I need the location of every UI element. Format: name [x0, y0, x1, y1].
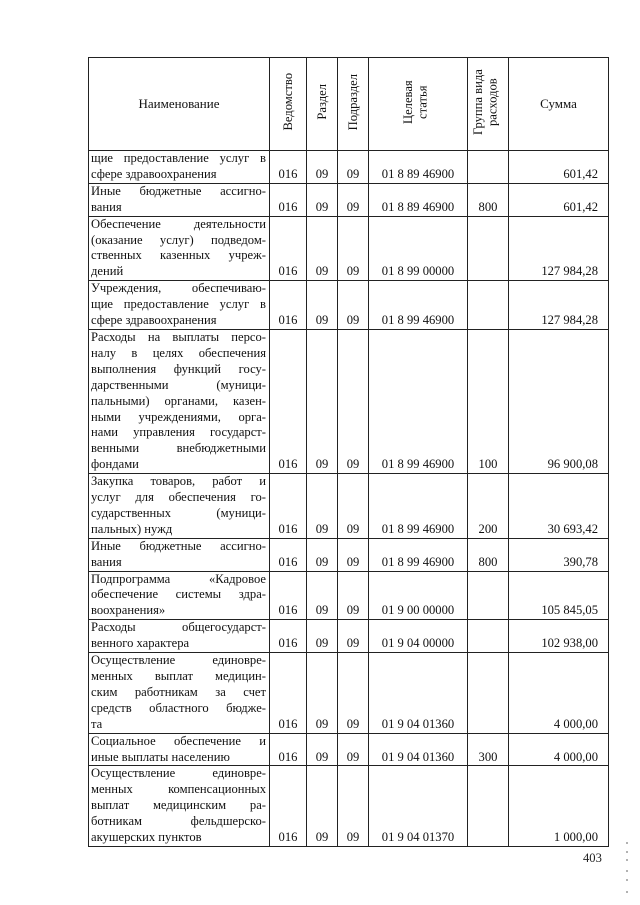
header-expense-group: Группа вида расходов — [468, 58, 509, 151]
row-name-cell — [89, 571, 270, 620]
row-subsection-cell: 09 — [338, 329, 369, 473]
table-row — [89, 538, 609, 571]
header-department: Ведомство — [270, 58, 307, 151]
row-subsection-cell: 09 — [338, 733, 369, 766]
row-name-line: иные выплаты населению — [91, 749, 230, 764]
row-name-line: дений — [91, 264, 124, 279]
row-target-item-cell: 01 9 04 01360 — [369, 733, 468, 766]
table-body — [89, 151, 609, 847]
page-number: 403 — [583, 851, 602, 865]
row-target-item-cell: 01 9 04 00000 — [369, 620, 468, 653]
row-name-cell — [89, 766, 270, 847]
row-section-cell: 09 — [307, 620, 338, 653]
row-name-line: Расходы на выплаты персо- — [91, 329, 266, 344]
row-section-cell: 09 — [307, 653, 338, 734]
row-target-item-cell: 01 8 89 46900 — [369, 183, 468, 216]
row-name-cell — [89, 733, 270, 766]
table-row — [89, 329, 609, 473]
header-target-item: Целевая статья — [369, 58, 468, 151]
row-name-line: сфере здравоохранения — [91, 313, 217, 328]
row-name-line: Осуществление единовре- — [91, 653, 266, 668]
row-amount-cell: 601,42 — [509, 151, 609, 184]
row-name-cell — [89, 281, 270, 330]
row-name-line: выполнения функций госу- — [91, 361, 266, 376]
row-name-line: вания — [91, 199, 122, 214]
row-expense-group-cell — [468, 281, 509, 330]
row-department-cell: 016 — [270, 151, 307, 184]
row-expense-group-cell: 100 — [468, 329, 509, 473]
row-expense-group-cell: 300 — [468, 733, 509, 766]
row-amount-cell: 96 900,08 — [509, 329, 609, 473]
row-expense-group-cell — [468, 571, 509, 620]
row-name-line: Закупка товаров, работ и — [91, 474, 266, 489]
row-amount-cell: 127 984,28 — [509, 216, 609, 281]
row-name-line: та — [91, 716, 103, 731]
row-expense-group-cell — [468, 653, 509, 734]
header-subsection: Подраздел — [338, 58, 369, 151]
table-row — [89, 183, 609, 216]
row-subsection-cell: 09 — [338, 474, 369, 539]
row-department-cell: 016 — [270, 281, 307, 330]
row-expense-group-cell: 800 — [468, 538, 509, 571]
table-header — [89, 58, 609, 151]
budget-expense-table — [88, 57, 609, 847]
row-subsection-cell: 09 — [338, 571, 369, 620]
row-name-line: сударственных (муници- — [91, 505, 266, 520]
row-department-cell: 016 — [270, 766, 307, 847]
row-name-line: обеспечение системы здра- — [91, 587, 266, 602]
row-department-cell: 016 — [270, 474, 307, 539]
row-amount-cell: 102 938,00 — [509, 620, 609, 653]
row-name-line: услуг для обеспечения го- — [91, 490, 266, 505]
row-section-cell: 09 — [307, 538, 338, 571]
row-section-cell: 09 — [307, 474, 338, 539]
row-target-item-cell: 01 8 89 46900 — [369, 151, 468, 184]
row-name-line: ским работникам за счет — [91, 684, 266, 699]
row-target-item-cell: 01 8 99 00000 — [369, 216, 468, 281]
row-name-line: выплат медицинским ра- — [91, 798, 266, 813]
row-name-line: Учреждения, обеспечиваю- — [91, 281, 266, 296]
row-name-line: Иные бюджетные ассигно- — [91, 183, 266, 198]
row-name-line: Обеспечение деятельности — [91, 216, 266, 231]
row-name-cell — [89, 329, 270, 473]
row-name-line: ботникам фельдшерско- — [91, 814, 266, 829]
row-section-cell: 09 — [307, 329, 338, 473]
row-name-cell — [89, 474, 270, 539]
row-expense-group-cell: 800 — [468, 183, 509, 216]
table-row — [89, 733, 609, 766]
row-name-cell — [89, 216, 270, 281]
row-name-line: налу в целях обеспечения — [91, 345, 266, 360]
row-department-cell: 016 — [270, 216, 307, 281]
row-name-line: пальными) органами, казен- — [91, 393, 266, 408]
row-name-line: менных компенсационных — [91, 782, 266, 797]
row-target-item-cell: 01 9 04 01370 — [369, 766, 468, 847]
row-amount-cell: 4 000,00 — [509, 653, 609, 734]
row-section-cell: 09 — [307, 571, 338, 620]
row-target-item-cell: 01 9 00 00000 — [369, 571, 468, 620]
row-subsection-cell: 09 — [338, 281, 369, 330]
row-name-line: Подпрограмма «Кадровое — [91, 571, 266, 586]
row-name-line: венными внебюджетными — [91, 441, 266, 456]
row-name-cell — [89, 653, 270, 734]
row-name-cell — [89, 183, 270, 216]
row-subsection-cell: 09 — [338, 216, 369, 281]
row-name-line: дарственными (муници- — [91, 377, 266, 392]
row-name-line: средств областного бюдже- — [91, 700, 266, 715]
row-amount-cell: 105 845,05 — [509, 571, 609, 620]
row-name-line: Расходы общегосударст- — [91, 620, 266, 635]
row-section-cell: 09 — [307, 183, 338, 216]
row-expense-group-cell — [468, 216, 509, 281]
row-name-line: Иные бюджетные ассигно- — [91, 538, 266, 553]
header-amount: Сумма — [509, 58, 609, 151]
row-amount-cell: 1 000,00 — [509, 766, 609, 847]
table-row — [89, 281, 609, 330]
row-subsection-cell: 09 — [338, 538, 369, 571]
header-row — [89, 58, 609, 151]
scan-margin-marks — [626, 842, 630, 897]
row-amount-cell: 30 693,42 — [509, 474, 609, 539]
row-section-cell: 09 — [307, 733, 338, 766]
row-department-cell: 016 — [270, 733, 307, 766]
row-department-cell: 016 — [270, 653, 307, 734]
row-name-line: пальных) нужд — [91, 521, 173, 536]
row-name-cell — [89, 538, 270, 571]
header-name: Наименование — [89, 58, 270, 151]
row-amount-cell: 390,78 — [509, 538, 609, 571]
row-target-item-cell: 01 8 99 46900 — [369, 474, 468, 539]
table-row — [89, 620, 609, 653]
row-name-line: щие предоставление услуг в — [91, 297, 266, 312]
row-name-line: Осуществление единовре- — [91, 766, 266, 781]
row-amount-cell: 4 000,00 — [509, 733, 609, 766]
row-subsection-cell: 09 — [338, 766, 369, 847]
row-expense-group-cell — [468, 766, 509, 847]
row-amount-cell: 127 984,28 — [509, 281, 609, 330]
row-name-line: менных выплат медицин- — [91, 669, 266, 683]
row-name-line: вания — [91, 554, 122, 569]
table-row — [89, 474, 609, 539]
row-expense-group-cell — [468, 620, 509, 653]
row-target-item-cell: 01 8 99 46900 — [369, 538, 468, 571]
row-subsection-cell: 09 — [338, 151, 369, 184]
row-section-cell: 09 — [307, 281, 338, 330]
row-name-cell — [89, 151, 270, 184]
table-row — [89, 766, 609, 847]
row-name-line: акушерских пунктов — [91, 830, 202, 845]
row-section-cell: 09 — [307, 766, 338, 847]
row-name-line: ными учреждениями, орга- — [91, 409, 266, 424]
row-target-item-cell: 01 8 99 46900 — [369, 281, 468, 330]
row-amount-cell: 601,42 — [509, 183, 609, 216]
row-expense-group-cell: 200 — [468, 474, 509, 539]
row-target-item-cell: 01 8 99 46900 — [369, 329, 468, 473]
row-target-item-cell: 01 9 04 01360 — [369, 653, 468, 734]
row-section-cell: 09 — [307, 151, 338, 184]
row-name-line: Социальное обеспечение и — [91, 733, 266, 748]
table-row — [89, 151, 609, 184]
row-name-line: воохранения» — [91, 603, 166, 618]
header-section: Раздел — [307, 58, 338, 151]
table-row — [89, 571, 609, 620]
row-subsection-cell: 09 — [338, 653, 369, 734]
row-name-line: ственных казенных учреж- — [91, 248, 266, 263]
row-section-cell: 09 — [307, 216, 338, 281]
row-department-cell: 016 — [270, 620, 307, 653]
row-department-cell: 016 — [270, 329, 307, 473]
row-department-cell: 016 — [270, 538, 307, 571]
row-department-cell: 016 — [270, 183, 307, 216]
table-row — [89, 653, 609, 734]
row-subsection-cell: 09 — [338, 183, 369, 216]
row-name-line: фондами — [91, 457, 139, 472]
row-name-line: сфере здравоохранения — [91, 166, 217, 181]
row-name-line: щие предоставление услуг в — [91, 151, 266, 165]
row-name-line: венного характера — [91, 636, 190, 651]
table-row — [89, 216, 609, 281]
row-department-cell: 016 — [270, 571, 307, 620]
row-subsection-cell: 09 — [338, 620, 369, 653]
row-name-cell — [89, 620, 270, 653]
row-expense-group-cell — [468, 151, 509, 184]
row-name-line: (оказание услуг) подведом- — [91, 232, 266, 247]
row-name-line: нами управления государст- — [91, 425, 266, 440]
